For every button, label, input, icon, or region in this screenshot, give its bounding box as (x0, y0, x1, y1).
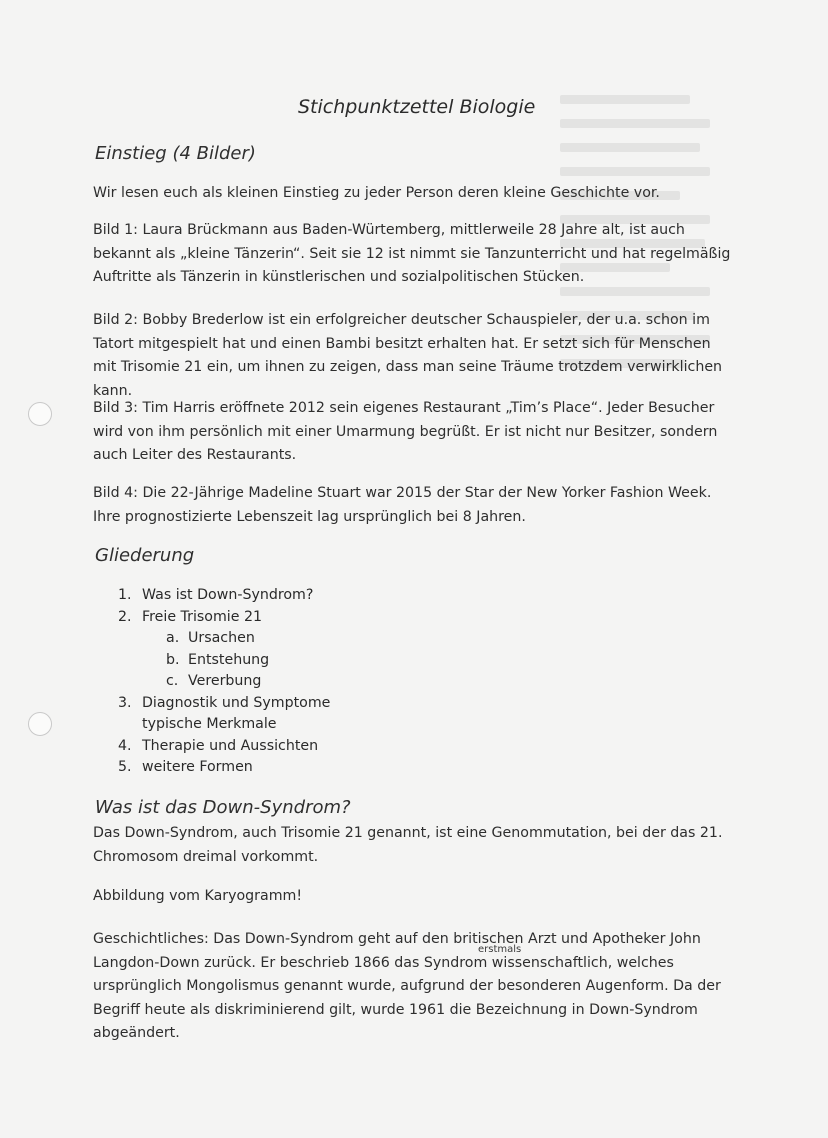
definition-heading: Was ist das Down-Syndrom? (95, 797, 351, 818)
outline-heading: Gliederung (95, 545, 195, 566)
bild-2-label: Bild 2: (93, 312, 138, 328)
bild-3-label: Bild 3: (93, 400, 138, 416)
intro-heading: Einstieg (4 Bilder) (95, 143, 256, 164)
figure-note: Abbildung vom Karyogramm! (93, 888, 303, 904)
outline-item-number: 1. (118, 587, 132, 603)
bild-1-label: Bild 1: (93, 222, 138, 238)
outline-subitem-text: Vererbung (188, 673, 262, 689)
outline-subitem (166, 628, 330, 650)
outline-item-text: weitere Formen (142, 759, 253, 775)
intro-lead: Wir lesen euch als kleinen Einstieg zu jeder Person deren kleine Geschichte vor. (93, 185, 660, 201)
bild-3-paragraph (93, 397, 733, 468)
outline-list (118, 585, 330, 779)
history-paragraph (93, 928, 733, 1046)
bild-1-text: Laura Brückmann aus Baden-Würtemberg, mittlerweile 28 Jahre alt, ist auch bekannt als „kleine Tänzerin“. Seit sie 12 ist nimmt sie Tanzunterricht und hat regelmäßig Auftritte als Tänzerin in künstlerischen und sozialpolitischen Stücken. (93, 222, 731, 285)
bild-4-text: Die 22-Jährige Madeline Stuart war 2015 der Star der New Yorker Fashion Week. Ihre prognostizierte Lebenszeit lag ursprünglich bei 8 Jahren. (93, 485, 712, 525)
punch-hole-top (28, 402, 52, 426)
bild-3-text: Tim Harris eröffnete 2012 sein eigenes Restaurant „Tim’s Place“. Jeder Besucher wird von ihm persönlich mit einer Umarmung begrüßt. Er ist nicht nur Besitzer, sondern auch Leiter des Restaurants. (93, 400, 718, 463)
outline-subitem (166, 671, 330, 693)
outline-item (118, 757, 330, 779)
outline-item-text: Diagnostik und Symptome (142, 694, 331, 711)
outline-item-text: Freie Trisomie 21 (142, 608, 263, 625)
outline-item-number: 5. (118, 759, 132, 775)
outline-item-continuation: typische Merkmale (142, 716, 277, 732)
bild-4-paragraph (93, 482, 733, 529)
bild-1-paragraph (93, 219, 733, 290)
outline-item-number: 2. (118, 608, 132, 625)
bild-2-text: Bobby Brederlow ist ein erfolgreicher deutscher Schauspieler, der u.a. schon im Tatort mitgespielt hat und einen Bambi besitzt erhalten hat. Er setzt sich für Menschen mit Trisomie 21 ein, um ihnen zu zeigen, dass man seine Träume trotzdem verwirklichen kann. (93, 312, 723, 399)
outline-subitem-letter: b. (166, 651, 180, 668)
page-title: Stichpunktzettel Biologie (298, 96, 536, 118)
outline-item-number: 4. (118, 737, 132, 754)
outline-subitem-letter: c. (166, 673, 179, 689)
outline-item (118, 607, 330, 693)
outline-subitem-letter: a. (166, 630, 180, 646)
bild-4-label: Bild 4: (93, 485, 138, 501)
outline-item (118, 736, 330, 758)
handwritten-insert: erstmals (478, 944, 522, 955)
outline-item-text: Therapie und Aussichten (142, 737, 319, 754)
outline-item (118, 693, 330, 736)
outline-subitem-text: Entstehung (188, 651, 270, 668)
outline-sublist (118, 628, 330, 693)
outline-subitem (166, 650, 330, 672)
definition-text: Das Down-Syndrom, auch Trisomie 21 genannt, ist eine Genommutation, bei der das 21. Chromosom dreimal vorkommt. (93, 825, 723, 865)
history-text: Das Down-Syndrom geht auf den britischen Arzt und Apotheker John Langdon-Down zurück. Er beschrieb 1866 das Syndrom wissenschaftlich, welches ursprünglich Mongolismus genannt wurde, aufgrund der besonderen Augenform. Da der Begriff heute als diskriminierend gilt, wurde 1961 die Bezeichnung in Down-Syndrom abgeändert. (93, 931, 721, 1041)
outline-item-text: Was ist Down-Syndrom? (142, 587, 314, 603)
outline-item (118, 585, 330, 607)
outline-subitem-text: Ursachen (188, 630, 255, 646)
punch-hole-bottom (28, 712, 52, 736)
bild-2-paragraph (93, 309, 733, 403)
outline-item-number: 3. (118, 694, 132, 711)
history-label: Geschichtliches: (93, 931, 209, 947)
